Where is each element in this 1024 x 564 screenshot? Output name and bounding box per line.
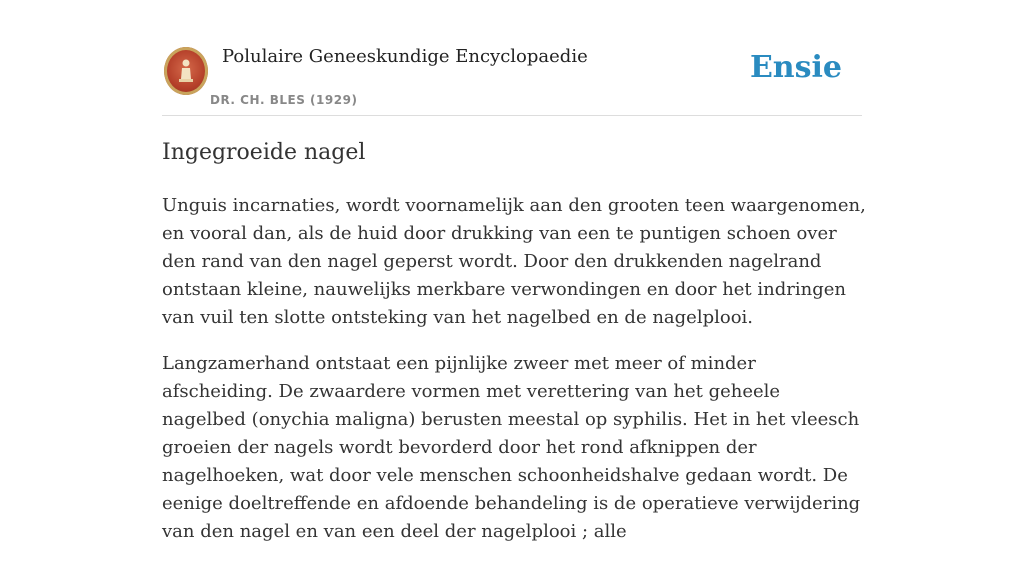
- publication-title[interactable]: Polulaire Geneeskundige Encyclopaedie: [222, 46, 588, 67]
- figure-icon: [176, 57, 196, 85]
- publication-author: DR. CH. BLES (1929): [210, 93, 358, 107]
- article-body: [162, 192, 867, 564]
- brand-logo-link[interactable]: Ensie: [749, 50, 842, 85]
- article-paragraph: Langzamerhand ontstaat een pijnlijke zweer met meer of minder afscheiding. De zwaardere vormen met verettering van het geheele nagelbed (onychia maligna) berusten meestal op syphilis. Het in het vleesch groeien der nagels wordt bevorderd door het rond afknippen der nagelhoeken, wat door vele menschen schoonheidshalve gedaan wordt. De eenige doeltreffende en afdoende behandeling is de operatieve verwijdering van den nagel en van een deel der nagelplooi ; alle: [162, 353, 861, 542]
- article-title: Ingegroeide nagel: [162, 140, 366, 165]
- encyclopedia-seal-icon[interactable]: [164, 47, 208, 95]
- article-paragraph: Unguis incarnaties, wordt voornamelijk aan den grooten teen waargenomen, en vooral dan, als de huid door drukking van een te puntigen schoen over den rand van den nagel geperst wordt. Door den drukkenden nagelrand ontstaan kleine, nauwelijks merkbare verwondingen en door het indringen van vuil ten slotte ontsteking van het nagelbed en de nagelplooi.: [162, 195, 866, 328]
- header: [162, 40, 862, 116]
